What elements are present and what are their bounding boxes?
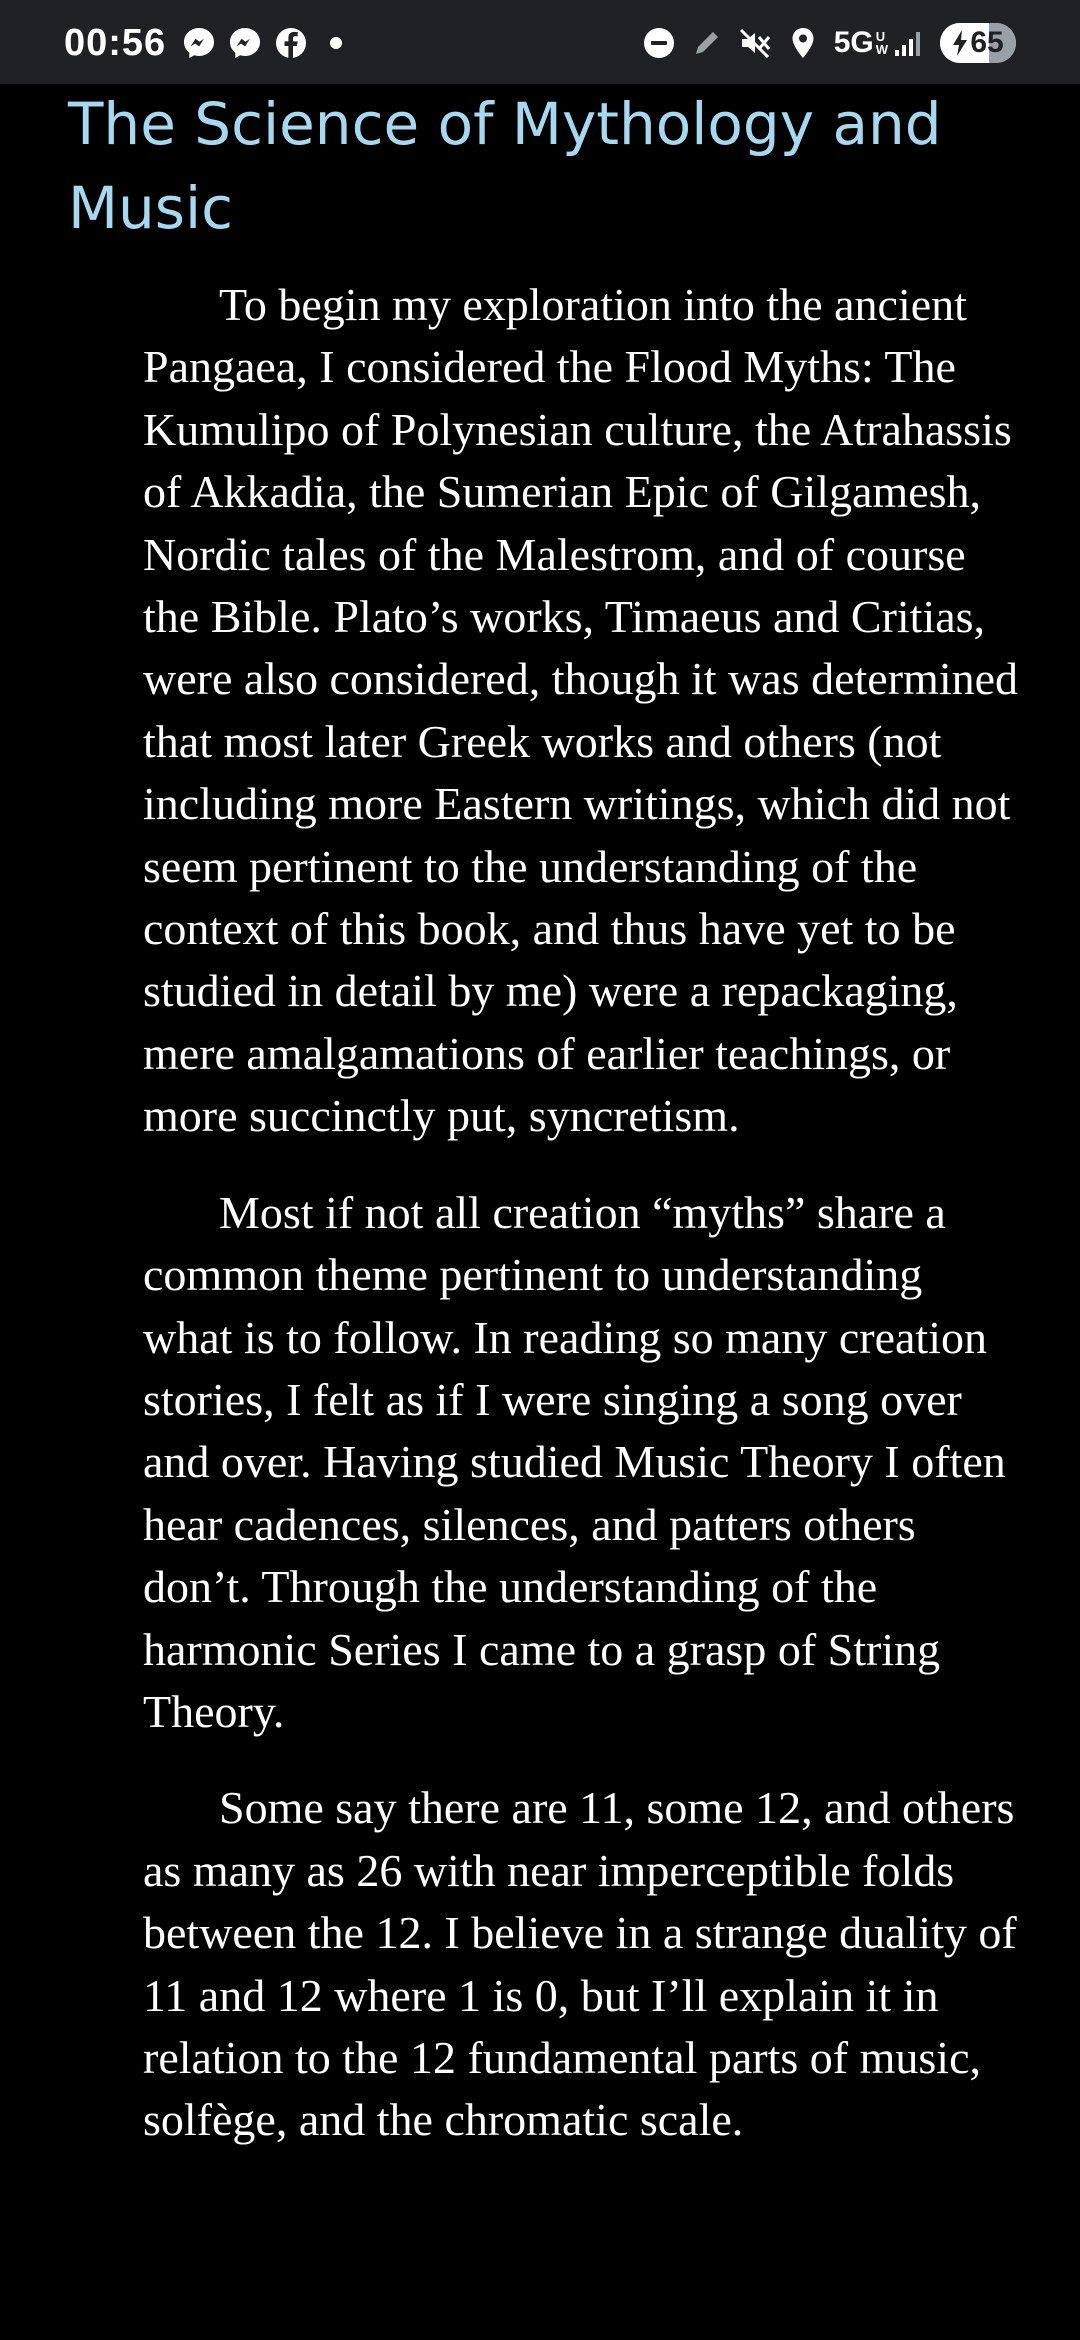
charging-bolt-icon [952,30,968,56]
network-sub-label: U W [875,29,888,57]
paragraph: Most if not all creation “myths” share a common theme pertinent to understanding what is to follow. In reading so many creation stories, I felt as if I were singing a song over and over. Having studied Music Theory I often hear cadences, silences, and patters others don’t. Through the understanding of the harmonic Series I came to a grasp of String Theory. [143,1186,1006,1737]
status-bar [0,0,1080,84]
clock: 00:56 [64,21,167,64]
signal-strength-icon [892,26,926,60]
facebook-icon [274,26,308,60]
network-label: 5G [833,26,874,59]
messenger-icon [182,26,216,60]
chapter-title: The Science of Mythology and Music [68,90,942,242]
messenger-icon [228,26,262,60]
paragraph: Some say there are 11, some 12, and others as many as 26 with near imperceptible folds between the 12. I believe in a strange duality of 11 and 12 where 1 is 0, but I’ll explain it in relation to the 12 fundamental parts of music, solfège, and the chromatic scale. [143,1782,1017,2146]
pen-icon [690,26,724,60]
battery-level: 65 [970,26,1004,59]
battery-indicator [940,23,1016,63]
status-left [64,22,342,64]
reader-content[interactable] [0,84,1080,2152]
network-type [834,26,888,60]
paragraph: To begin my exploration into the ancient Pangaea, I considered the Flood Myths: The Kumulipo of Polynesian culture, the Atrahassis of Akkadia, the Sumerian Epic of Gilgamesh, Nordic tales of the Malestrom, and of course the Bible. Plato’s works, Timaeus and Critias, were also considered, though it was determined that most later Greek works and others (not including more Eastern writings, which did not seem pertinent to the understanding of the context of this book, and thus have yet to be studied in detail by me) were a repackaging, mere amalgamations of earlier teachings, or more succinctly put, syncretism. [143,279,1019,1142]
location-icon [786,26,820,60]
status-right [628,22,1016,64]
do-not-disturb-icon [642,26,676,60]
more-notifications-dot [330,37,342,49]
mute-vibrate-icon [738,26,772,60]
